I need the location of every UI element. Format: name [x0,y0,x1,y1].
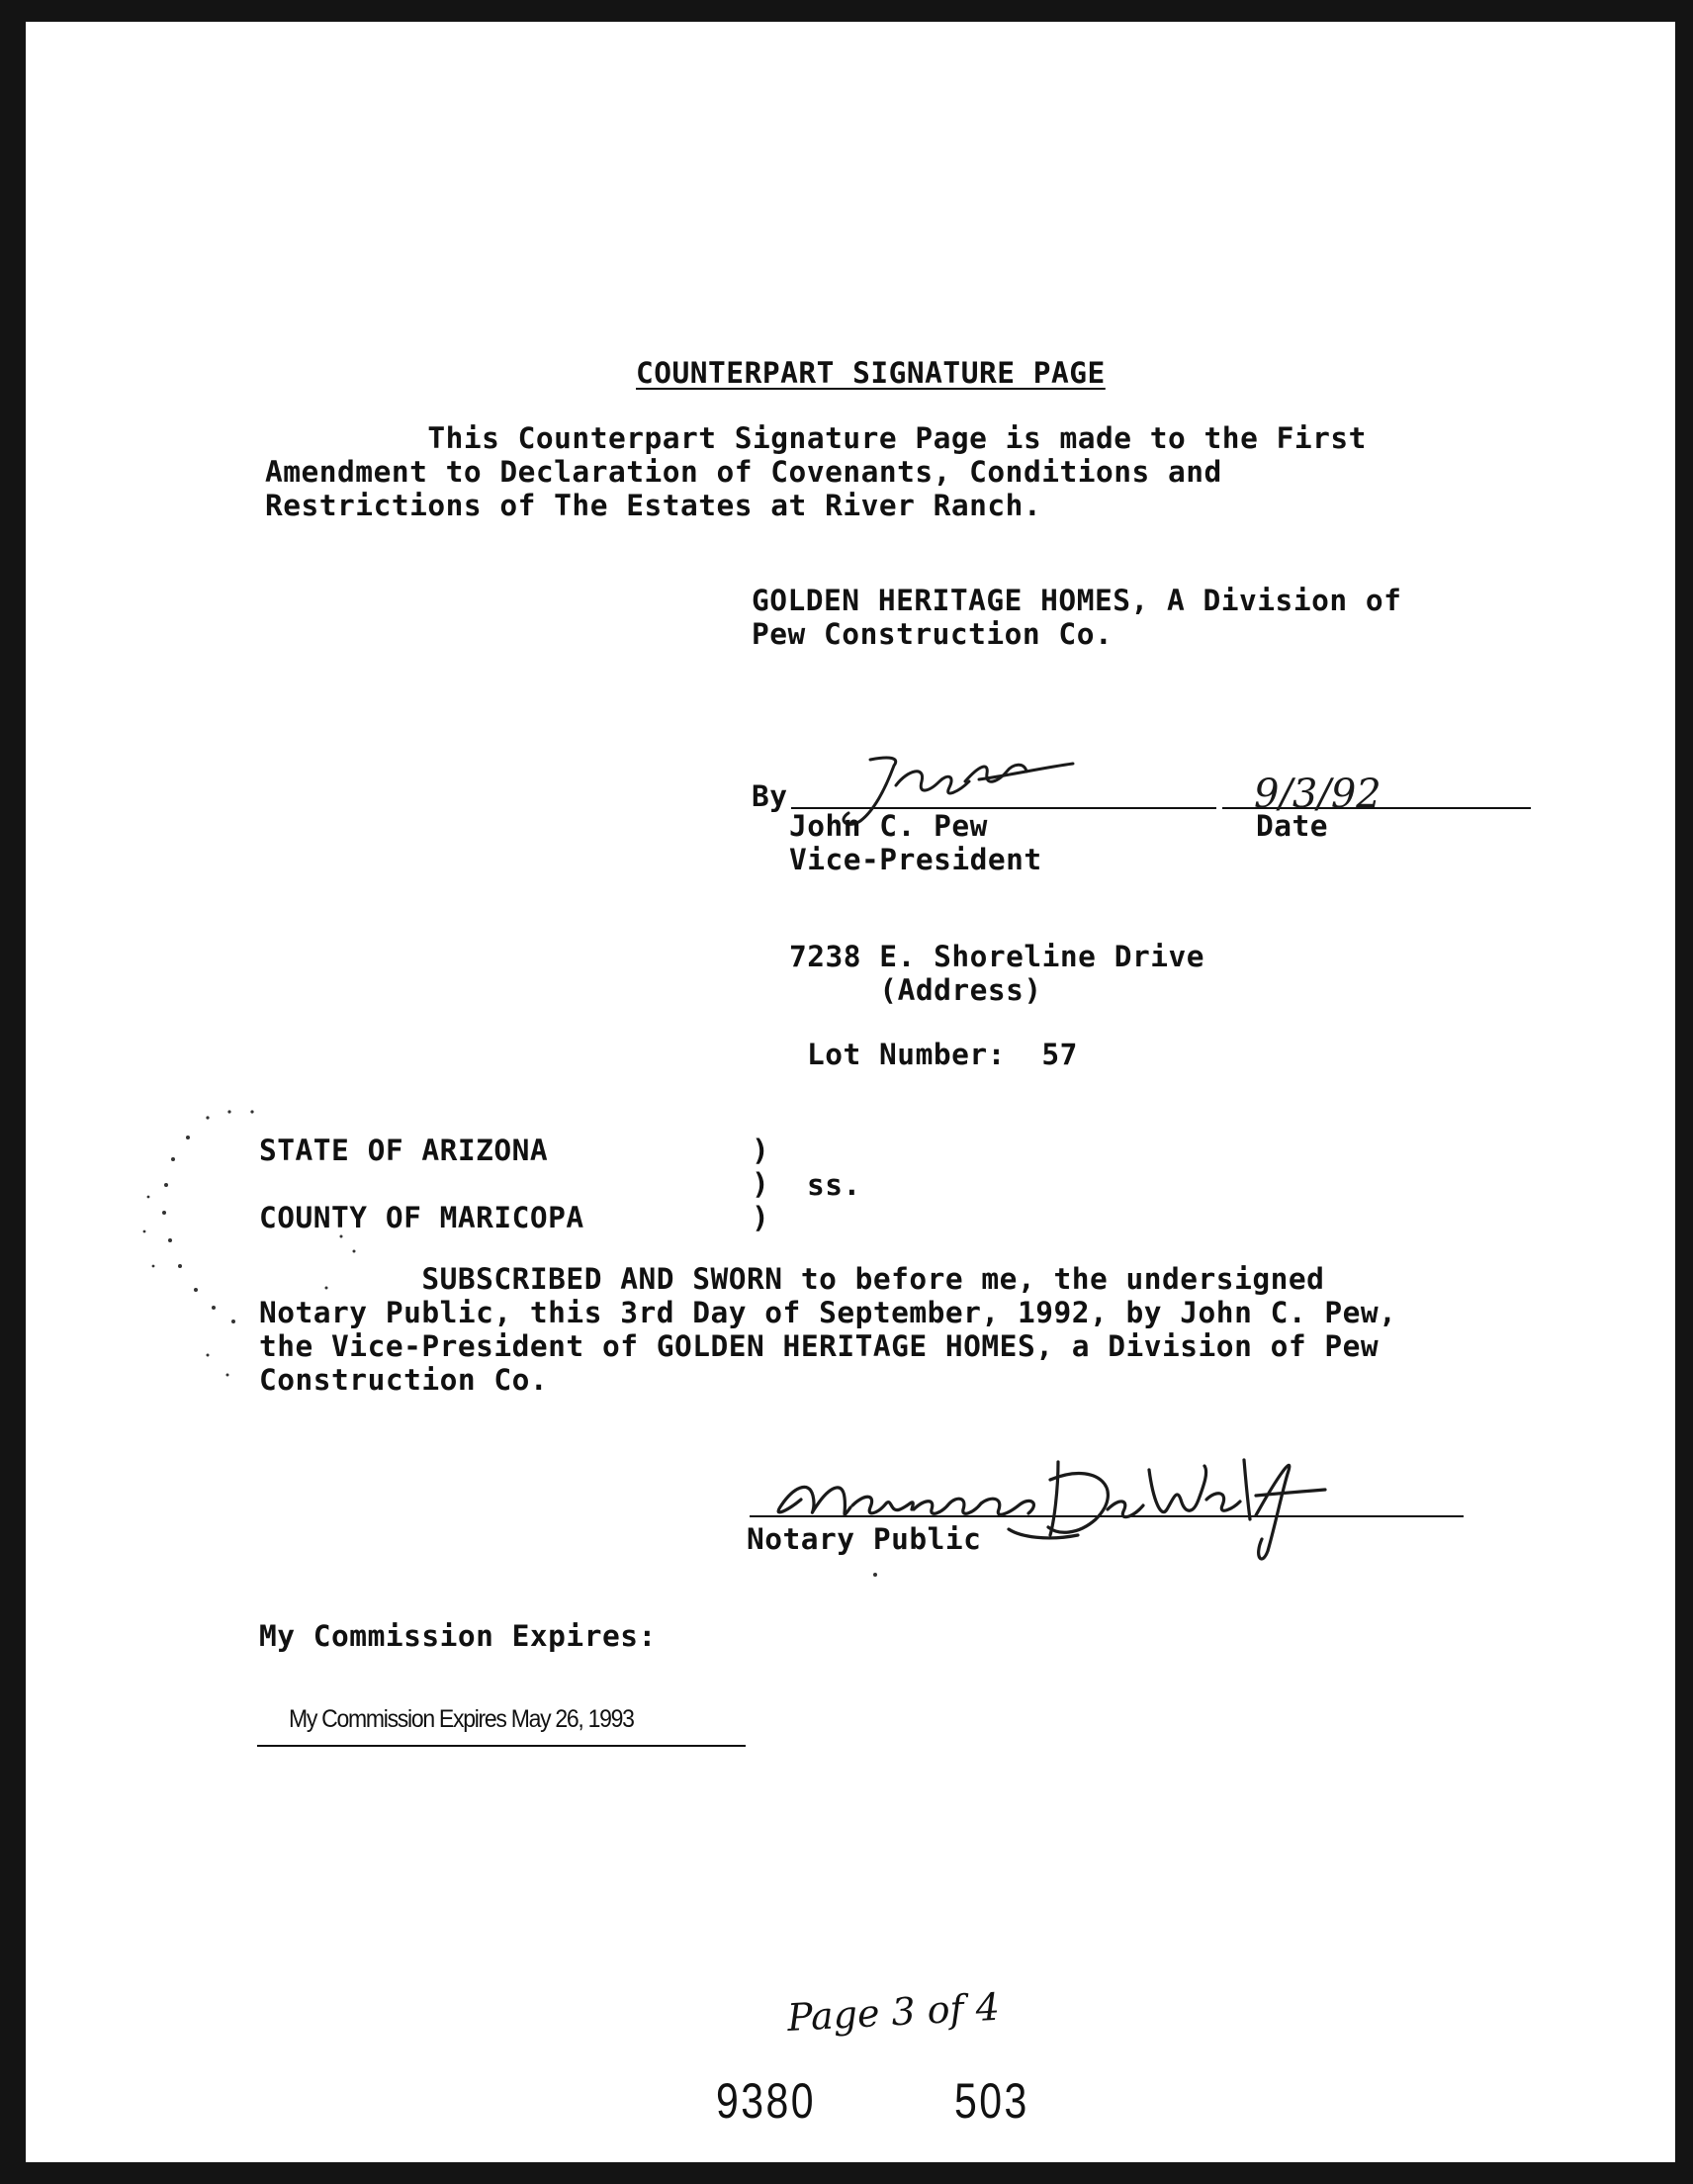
intro-paragraph: This Counterpart Signature Page is made to the First Amendment to Declaration of Covenants, Conditions and Restrictions of The Estates at River Ranch. [265,421,1367,522]
notary-label: Notary Public [747,1522,982,1556]
date-value: 9/3/92 [1254,772,1381,817]
recording-number-page: 503 [954,2073,1029,2129]
recording-number-book: 9380 [716,2073,817,2129]
commission-label: My Commission Expires: [259,1619,657,1653]
venue-brackets: ) ) ) [752,1134,770,1234]
commission-line [257,1745,746,1747]
page-number-note: Page 3 of 4 [786,1984,1001,2040]
venue-block: STATE OF ARIZONA COUNTY OF MARICOPA [259,1134,584,1234]
ss-label: ss. [807,1168,861,1202]
commission-expiry-stamp: My Commission Expires May 26, 1993 [289,1705,634,1733]
lot-number: Lot Number: 57 [807,1038,1078,1071]
by-label: By [752,779,788,813]
signer-name-title: John C. Pew Vice-President [789,809,1042,876]
jurat-paragraph: SUBSCRIBED AND SWORN to before me, the undersigned Notary Public, this 3rd Day of September, 1992, by John C. Pew, the Vice-President of GOLDEN HERITAGE HOMES, a Division of Pew Construction Co. [259,1262,1397,1397]
company-name: GOLDEN HERITAGE HOMES, A Division of Pew Construction Co. [752,584,1402,651]
document-title: COUNTERPART SIGNATURE PAGE [636,356,1106,390]
date-label: Date [1256,809,1329,843]
address: 7238 E. Shoreline Drive (Address) [789,940,1204,1007]
